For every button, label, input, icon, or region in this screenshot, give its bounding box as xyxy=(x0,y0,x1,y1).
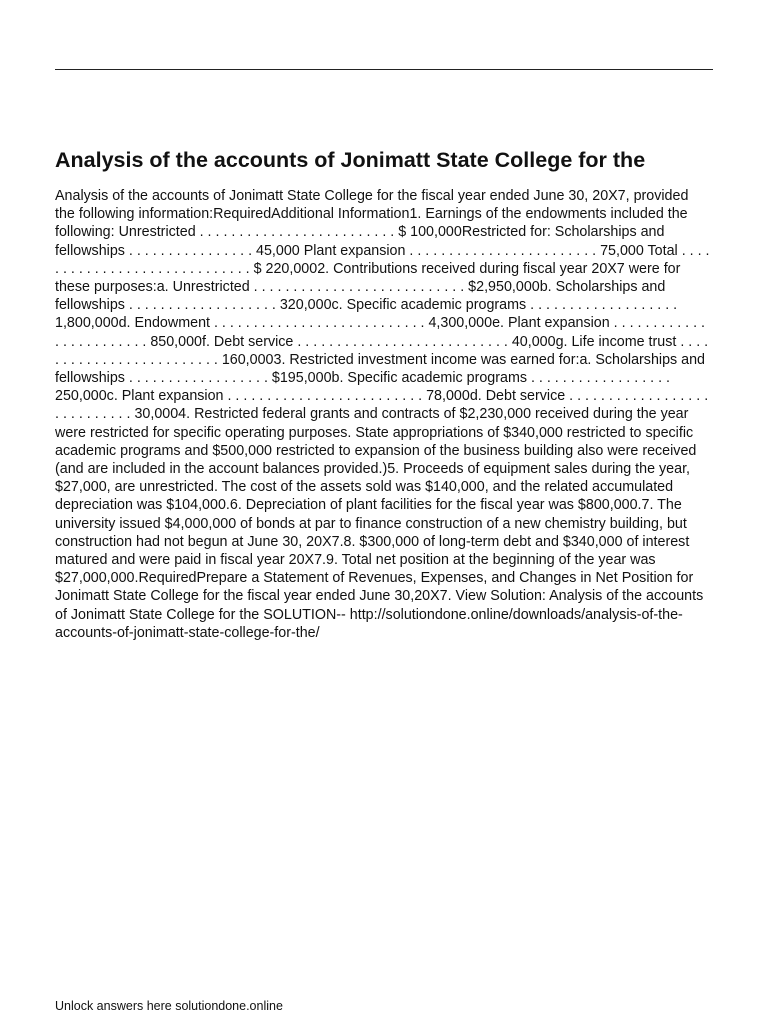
footer-text: Unlock answers here solutiondone.online xyxy=(55,999,283,1013)
document-body: Analysis of the accounts of Jonimatt State College for the fiscal year ended June 30, 20X7, provided the following information:RequiredAdditional Information1. Earnings of the endowments included the following: Unrestricted . . . . . . . . . . . . . . . . . . . . . . . . . $ 100,000Restricted for: Scholarships and fellowships . . . . . . . . . . . . . . . . 45,000 Plant expansion . . . . . . . . . . . . . . . . . . . . . . . . 75,000 Total . . . . . . . . . . . . . . . . . . . . . . . . . . . . . $ 220,0002. Contributions received during fiscal year 20X7 were for these purposes:a. Unrestricted . . . . . . . . . . . . . . . . . . . . . . . . . . . $2,950,000b. Scholarships and fellowships . . . . . . . . . . . . . . . . . . . 320,000c. Specific academic programs . . . . . . . . . . . . . . . . . . . 1,800,000d. Endowment . . . . . . . . . . . . . . . . . . . . . . . . . . . 4,300,000e. Plant expansion . . . . . . . . . . . . . . . . . . . . . . . . 850,000f. Debt service . . . . . . . . . . . . . . . . . . . . . . . . . . . 40,000g. Life income trust . . . . . . . . . . . . . . . . . . . . . . . . . 160,0003. Restricted investment income was earned for:a. Scholarships and fellowships . . . . . . . . . . . . . . . . . . $195,000b. Specific academic programs . . . . . . . . . . . . . . . . . . 250,000c. Plant expansion . . . . . . . . . . . . . . . . . . . . . . . . . 78,000d. Debt service . . . . . . . . . . . . . . . . . . . . . . . . . . . . 30,0004. Restricted federal grants and contracts of $2,230,000 received during the year were restricted for specific operating purposes. State appropriations of $340,000 restricted to specific academic programs and $500,000 restricted to expansion of the business building also were received (and are included in the account balances provided.)5. Proceeds of equipment sales during the year, $27,000, are unrestricted. The cost of the assets sold was $140,000, and the related accumulated depreciation was $104,000.6. Depreciation of plant facilities for the fiscal year was $800,000.7. The university issued $4,000,000 of bonds at par to finance construction of a new chemistry building, but construction had not begun at June 30, 20X7.8. $300,000 of long-term debt and $340,000 of interest matured and were paid in fiscal year 20X7.9. Total net position at the beginning of the year was $27,000,000.RequiredPrepare a Statement of Revenues, Expenses, and Changes in Net Position for Jonimatt State College for the fiscal year ended June 30,20X7. View Solution: Analysis of the accounts of Jonimatt State College for the SOLUTION-- http://solutiondone.online/downloads/analysis-of-the-accounts-of-jonimatt-state-college-for-the/ xyxy=(55,188,710,641)
header-rule xyxy=(55,69,713,70)
document-title: Analysis of the accounts of Jonimatt State College for the xyxy=(55,148,646,172)
